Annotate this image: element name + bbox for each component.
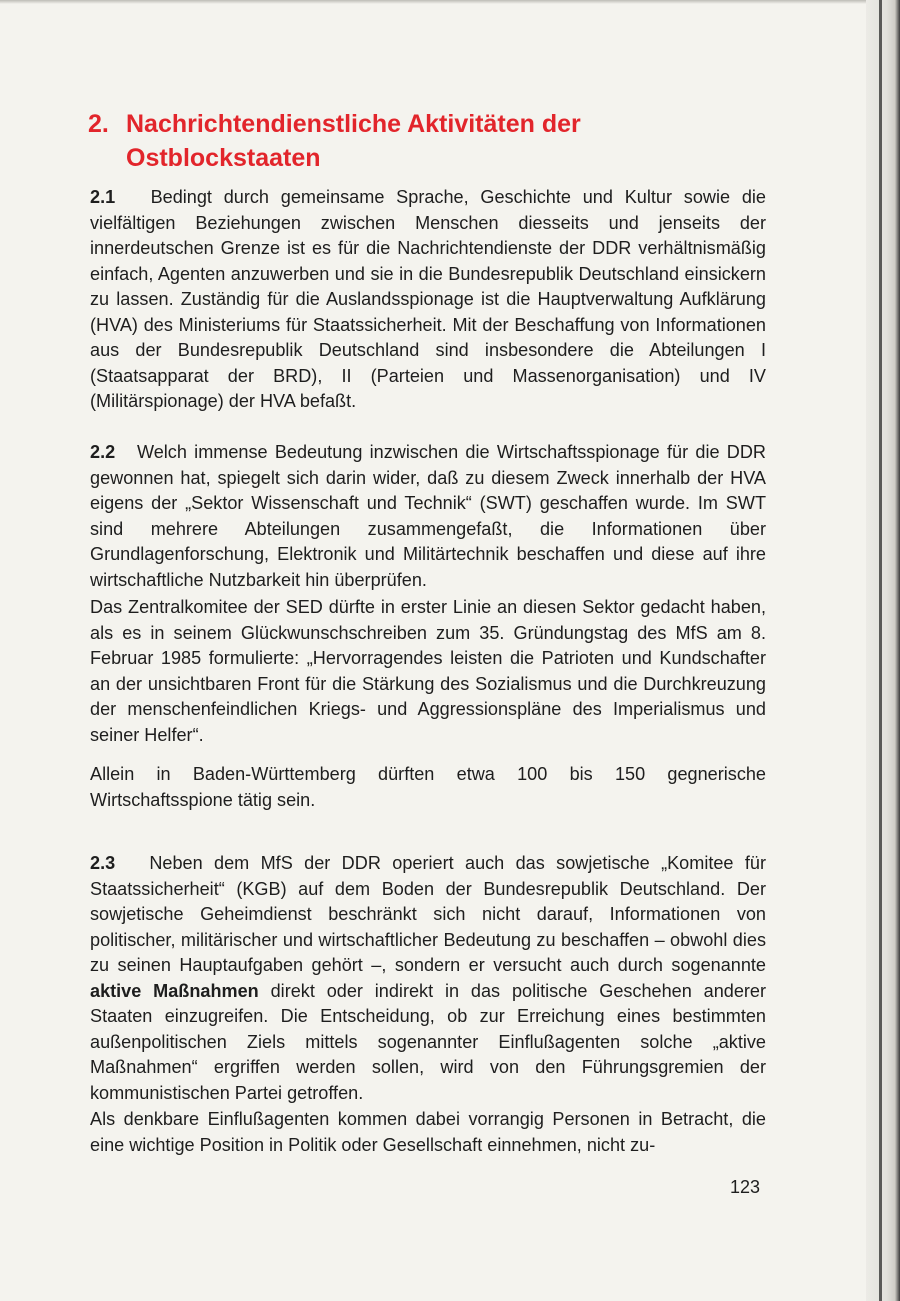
chapter-heading (88, 107, 788, 175)
section-2-1-paragraph (90, 185, 766, 415)
section-text: Das Zentralkomitee der SED dürfte in erster Linie an diesen Sektor gedacht haben, als es in seinem Glückwunschschreiben zum 35. Gründungstag des MfS am 8. Februar 1985 formulierte: „Hervorragendes leisten die Patrioten und Kundschafter an der unsichtbaren Front für die Stärkung des Sozialismus und die Durchkreuzung der menschenfeindlichen Kriegs- und Aggressionspläne des Imperialismus und seiner Helfer“. (90, 597, 766, 745)
section-2-2-paragraph-3 (90, 762, 766, 813)
chapter-title-line-2: Ostblockstaaten (126, 144, 321, 172)
section-text: Als denkbare Einflußagenten kommen dabei vorrangig Personen in Betracht, die eine wichtige Position in Politik oder Gesellschaft einnehmen, nicht zu- (90, 1109, 766, 1155)
section-2-2-paragraph (90, 440, 766, 593)
page-top-shadow (0, 0, 880, 4)
chapter-number: 2. (88, 110, 109, 138)
chapter-title-line-1: Nachrichtendienstliche Aktivitäten der (126, 110, 581, 138)
book-spine-line (879, 0, 882, 1301)
page-number: 123 (730, 1177, 761, 1197)
section-text: Allein in Baden-Württemberg dürften etwa 100 bis 150 gegnerische Wirtschaftsspione tätig sein. (90, 764, 766, 810)
section-number: 2.1 (90, 187, 116, 207)
bold-term: aktive Maßnahmen (90, 980, 259, 1001)
section-number: 2.3 (90, 853, 116, 873)
section-text-after: direkt oder indirekt in das politische Geschehen anderer Staaten einzugreifen. Die Entscheidung, ob zur Erreichung eines bestimmten außenpolitischen Ziels mittels sogenannter Einflußagenten solche „aktive Maßnahmen“ ergriffen werden sollen, wird von den Führungsgremien der kommunistischen Partei getroffen. (90, 980, 767, 1103)
book-spine-edge (866, 0, 900, 1301)
section-text-before: Neben dem MfS der DDR operiert auch das sowjetische „Komitee für Staatssicherheit“ (KGB) auf dem Boden der Bundesrepublik Deutschland. Der sowjetische Geheimdienst beschränkt sich nicht darauf, Informationen von politischer, militärischer und wirtschaftlicher Bedeutung zu beschaffen – obwohl dies zu seinen Hauptaufgaben gehört –, sondern er versucht auch durch sogenannte (90, 853, 766, 975)
section-text: Bedingt durch gemeinsame Sprache, Geschichte und Kultur sowie die vielfältigen Beziehungen zwischen Menschen diesseits und jenseits der innerdeutschen Grenze ist es für die Nachrichtendienste der DDR verhältnismäßig einfach, Agenten anzuwerben und sie in die Bundesrepublik Deutschland einsickern zu lassen. Zuständig für die Auslandsspionage ist die Hauptverwaltung Aufklärung (HVA) des Ministeriums für Staatssicherheit. Mit der Beschaffung von Informationen aus der Bundesrepublik Deutschland sind insbesondere die Abteilungen I (Staatsapparat der BRD), II (Parteien und Massenorganisation) und IV (Militärspionage) der HVA befaßt. (90, 187, 766, 411)
section-text: Welch immense Bedeutung inzwischen die Wirtschaftsspionage für die DDR gewonnen hat, spiegelt sich darin wider, daß zu diesem Zweck innerhalb der HVA eigens der „Sektor Wissenschaft und Technik“ (SWT) geschaffen wurde. Im SWT sind mehrere Abteilungen zusammengefaßt, die Informationen über Grundlagenforschung, Elektronik und Militärtechnik beschaffen und diese auf ihre wirtschaftliche Nutzbarkeit hin überprüfen. (90, 442, 766, 590)
section-2-3-paragraph-2 (90, 1107, 766, 1158)
section-2-3-paragraph (90, 851, 766, 1106)
section-number: 2.2 (90, 442, 116, 462)
section-2-2-paragraph-2 (90, 595, 766, 748)
